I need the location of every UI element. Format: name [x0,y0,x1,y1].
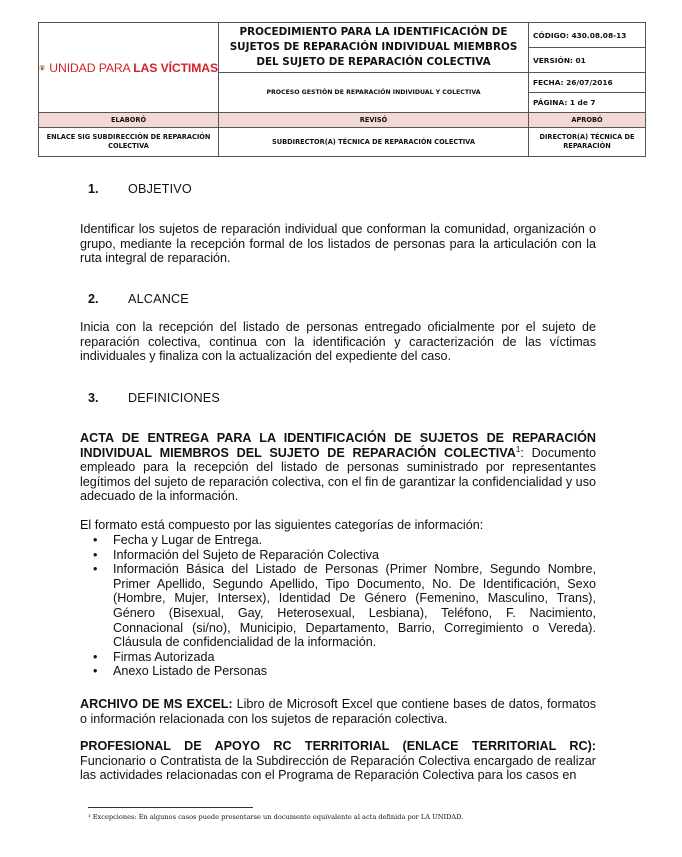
definition-term-profesional: PROFESIONAL DE APOYO RC TERRITORIAL (ENLACE TERRITORIAL RC): [80,739,596,753]
document-title: PROCEDIMIENTO PARA LA IDENTIFICACIÓN DE SUJETOS DE REPARACIÓN INDIVIDUAL MIEMBROS DEL SUJETO DE REPARACIÓN COLECTIVA [219,23,529,73]
signer-aprobo: DIRECTOR(A) TÉCNICA DE REPARACIÓN [529,128,646,157]
section-heading-alcance [88,292,189,306]
definition-term-acta: ACTA DE ENTREGA PARA LA IDENTIFICACIÓN DE SUJETOS DE REPARACIÓN INDIVIDUAL MIEMBROS DEL SUJETO DE REPARACIÓN COLECTIVA [80,431,596,460]
definition-desc-excel: Libro de Microsoft Excel que contiene bases de datos, formatos o información relacionada con los sujetos de reparación colectiva. [80,697,596,726]
logo-text-bold: LAS VÍCTIMAS [133,60,218,75]
section-heading-objetivo [88,182,192,196]
logo-text-prefix: UNIDAD PARA [49,60,134,75]
footnote-mark: 1 [515,444,521,454]
footnote: ¹ Excepciones: En algunos casos puede presentarse un documento equivalente al acta definida por LA UNIDAD. [88,813,464,821]
footnote-separator [88,807,253,808]
signer-elaboro: ENLACE SIG SUBDIRECCIÓN DE REPARACIÓN COLECTIVA [39,128,219,157]
list-item: • Anexo Listado de Personas [80,664,596,679]
list-item: • Información del Sujeto de Reparación Colectiva [80,548,596,563]
definition-excel [80,697,596,726]
role-aprobo: APROBÓ [529,113,646,128]
document-version: VERSIÓN: 01 [529,48,646,73]
role-reviso: REVISÓ [219,113,529,128]
coat-of-arms-icon [39,57,45,79]
document-header-table [38,22,646,157]
category-list [80,533,596,679]
section-title: ALCANCE [128,292,189,306]
document-code: CÓDIGO: 430.08.08-13 [529,23,646,48]
section-number: 2. [88,292,99,306]
section-number: 1. [88,182,99,196]
list-item: • Información Básica del Listado de Personas (Primer Nombre, Segundo Nombre, Primer Apellido, Segundo Apellido, Tipo Documento, No. De Identificación, Sexo (Hombre, Mujer, Intersex), Identidad De Género (Femenino, Masculino, Trans), Género (Bisexual, Gay, Heterosexual, Lesbiana), Teléfono, F. Nacimiento, Connacional (si/no), Municipio, Departamento, Barrio, Corregimiento o Vereda). Cláusula de confidencialidad de la información. [80,562,596,650]
process-name: PROCESO GESTIÓN DE REPARACIÓN INDIVIDUAL Y COLECTIVA [219,73,529,113]
definition-desc-acta: : Documento empleado para la recepción del listado de personas suministrado por representantes legítimos del sujeto de reparación colectiva, con el fin de garantizar la confidencialidad y uso adecuado de la información. [80,445,596,504]
page-number: PÁGINA: 1 de 7 [529,93,646,113]
logo-cell [39,23,219,113]
section-title: OBJETIVO [128,182,192,196]
document-date: FECHA: 26/07/2016 [529,73,646,93]
role-elaboro: ELABORÓ [39,113,219,128]
section-title: DEFINICIONES [128,391,220,405]
section-number: 3. [88,391,99,405]
definition-term-excel: ARCHIVO DE MS EXCEL: [80,697,233,711]
format-intro: El formato está compuesto por las siguientes categorías de información: [80,518,484,532]
objetivo-paragraph: Identificar los sujetos de reparación individual que conforman la comunidad, organización o grupo, mediante la recepción formal de los listados de personas para la articulación con la ruta integral de reparación. [80,222,596,266]
list-item: • Fecha y Lugar de Entrega. [80,533,596,548]
definition-acta [80,431,596,504]
signer-reviso: SUBDIRECTOR(A) TÉCNICA DE REPARACIÓN COLECTIVA [219,128,529,157]
alcance-paragraph: Inicia con la recepción del listado de personas entregado oficialmente por el sujeto de reparación colectiva, continua con la identificación y caracterización de las víctimas individuales y finaliza con la actualización del expediente del caso. [80,320,596,364]
definition-desc-profesional: Funcionario o Contratista de la Subdirección de Reparación Colectiva encargado de realizar las actividades relacionadas con el Programa de Reparación Colectiva para los casos en [80,753,596,783]
definition-profesional [80,739,596,783]
list-item: • Firmas Autorizada [80,650,596,665]
section-heading-definiciones [88,391,220,405]
unidad-victimas-logo [39,57,218,79]
